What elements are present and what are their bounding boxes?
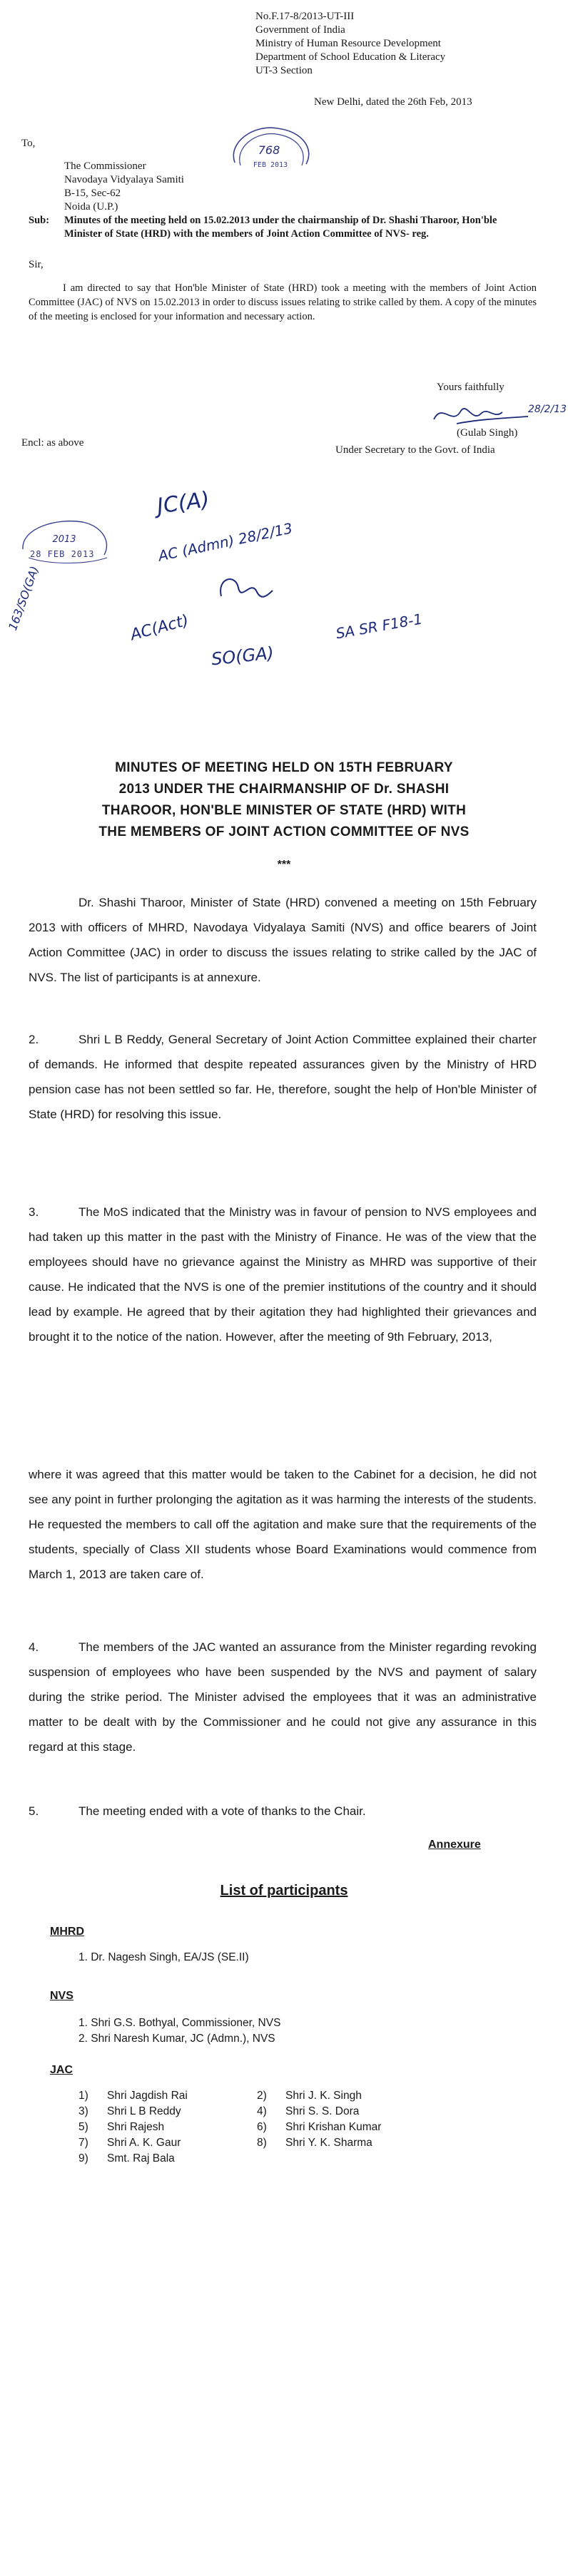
diary-stamp-date: 28 FEB 2013 [30,549,95,559]
jac-number: 3) [78,2105,88,2117]
section-nvs: NVS [50,1990,73,2002]
participant-item: 1. Dr. Nagesh Singh, EA/JS (SE.II) [78,1951,249,1963]
ministry-line: Ministry of Human Resource Development [255,38,441,49]
signatory-designation: Under Secretary to the Govt. of India [335,444,495,456]
paragraph-number: 3. [29,1205,39,1219]
jac-member: Shri A. K. Gaur [107,2137,181,2149]
note-so-ga: SO(GA) [210,643,275,670]
signatory-name: (Gulab Singh) [457,427,518,439]
jac-member: Shri L B Reddy [107,2105,181,2117]
jac-member: Shri Rajesh [107,2121,165,2133]
note-ac-admin: AC (Admn) 28/2/13 [156,519,295,565]
paragraph-3-continued: where it was agreed that this matter would be taken to the Cabinet for a decision, he did not see any point in further prolonging the agitation as it was harming the interests of the students. He requested the members to call off the agitation and make sure that the requirements of the students, specially of Class XII students whose Board Examinations would commence from March 1, 2013 are taken care of. [29,1468,537,1581]
participants-title: List of participants [220,1883,348,1898]
participant-item: 1. Shri G.S. Bothyal, Commissioner, NVS [78,2017,281,2029]
addressee-line: Noida (U.P.) [64,201,118,213]
minutes-title [43,757,525,843]
letterhead [255,10,470,78]
annexure-label: Annexure [428,1839,481,1851]
participant-list-nvs [78,2015,280,2047]
paragraph-number: 2. [29,1033,39,1046]
jac-number: 4) [257,2105,267,2117]
minutes-title-line: THE MEMBERS OF JOINT ACTION COMMITTEE OF NVS [98,824,470,839]
paragraph-text: Shri L B Reddy, General Secretary of Joint Action Committee explained their charter of demands. He informed that despite repeated assurances given by the Ministry of HRD pension case has not been settled so far. He, therefore, sought the help of Hon'ble Minister of State (HRD) for resolving this issue. [29,1033,537,1121]
jac-member: Shri Jagdish Rai [107,2090,188,2102]
to-label: To, [21,138,36,149]
paragraph-4 [29,1635,537,1759]
addressee-line: The Commissioner [64,160,146,172]
signature-date: 28/2/13 [528,404,567,415]
paragraph-number: 4. [29,1640,39,1654]
subject-label: Sub: [29,215,50,226]
paragraph-text: The members of the JAC wanted an assurance from the Minister regarding revoking suspension of employees who have been suspended by the NVS and payment of salary during the strike period. The Minister advised the employees that it was an administrative matter to be dealt with by the Commissioner and he could not give any assurance in this regard at this stage. [29,1640,537,1754]
note-163: 163/SO(GA) [6,564,42,633]
jac-member: Shri J. K. Singh [285,2090,362,2102]
jac-number: 5) [78,2121,88,2133]
paragraph-number: 5. [29,1804,39,1818]
paragraph-3 [29,1200,537,1349]
yours-faithfully: Yours faithfully [437,382,504,393]
participant-list-jac [78,2088,428,2167]
paragraph-2 [29,1027,537,1127]
initials-scribble-icon [214,571,278,613]
svg-text:2013: 2013 [52,534,76,545]
jac-number: 2) [257,2090,267,2102]
jac-member: Smt. Raj Bala [107,2152,175,2164]
jac-member: Shri S. S. Dora [285,2105,360,2117]
minutes-title-line: THAROOR, HON'BLE MINISTER OF STATE (HRD) WITH [101,803,467,818]
paragraph-text: The meeting ended with a vote of thanks to the Chair. [78,1804,366,1818]
enclosure-note: Encl: as above [21,437,84,449]
jac-number: 8) [257,2137,267,2149]
note-ac-act: AC(Act) [128,611,191,645]
jac-number: 1) [78,2090,88,2102]
file-number: No.F.17-8/2013-UT-III [255,11,355,22]
section-line: UT-3 Section [255,65,313,76]
jac-number: 9) [78,2152,88,2164]
section-jac: JAC [50,2064,73,2076]
salutation: Sir, [29,259,44,270]
svg-text:FEB 2013: FEB 2013 [253,161,288,169]
jac-number: 6) [257,2121,267,2133]
paragraph-5 [29,1799,537,1824]
jac-member: Shri Y. K. Sharma [285,2137,372,2149]
place-date: New Delhi, dated the 26th Feb, 2013 [314,96,472,108]
minutes-title-line: 2013 UNDER THE CHAIRMANSHIP OF Dr. SHASHI [118,782,450,797]
paragraph-text: The MoS indicated that the Ministry was in favour of pension to NVS employees and had taken up this matter in the past with the Ministry of Finance. He was of the view that the employees should have no grievance against the Ministry as MHRD was supportive of their cause. He indicated that the NVS is one of the premier institutions of the country and it should lead by example. He agreed that by their agitation they had highlighted their grievances and brought it to the notice of the nation. However, after the meeting of 9th February, 2013, [29,1205,537,1344]
addressee-line: Navodaya Vidyalaya Samiti [64,174,184,185]
addressee-line: B-15, Sec-62 [64,188,121,199]
section-mhrd: MHRD [50,1926,84,1938]
government-line: Government of India [255,24,345,36]
letter-body: I am directed to say that Hon'ble Minister of State (HRD) took a meeting with the members of Joint Action Committee (JAC) of NVS on 15.02.2013 in order to discuss issues relating to strike called by them. A copy of the minutes of the meeting is enclosed for your information and necessary action. [29,282,537,322]
department-line: Department of School Education & Literacy [255,51,446,63]
note-sa-sr: SA SR F18-1 [334,610,424,643]
jac-member: Shri Krishan Kumar [285,2121,382,2133]
note-jc-admin: JC(A) [155,487,211,519]
addressee [64,160,250,214]
svg-text:768: 768 [258,143,280,157]
subject-text: Minutes of the meeting held on 15.02.2013 under the chairmanship of Dr. Shashi Tharoor, Hon'ble Minister of State (HRD) with the members of Joint Action Committee of NVS- reg. [64,215,497,240]
participant-item: 2. Shri Naresh Kumar, JC (Admn.), NVS [78,2033,275,2045]
separator-stars: *** [277,859,291,871]
minutes-title-line: MINUTES OF MEETING HELD ON 15TH FEBRUARY [115,760,453,775]
paragraph-1: Dr. Shashi Tharoor, Minister of State (HRD) convened a meeting on 15th February 2013 with officers of MHRD, Navodaya Vidyalaya Samiti (NVS) and office bearers of Joint Action Committee (JAC) in order to discuss the issues relating to strike called by the JAC of NVS. The list of participants is at annexure. [29,896,537,984]
jac-number: 7) [78,2137,88,2149]
